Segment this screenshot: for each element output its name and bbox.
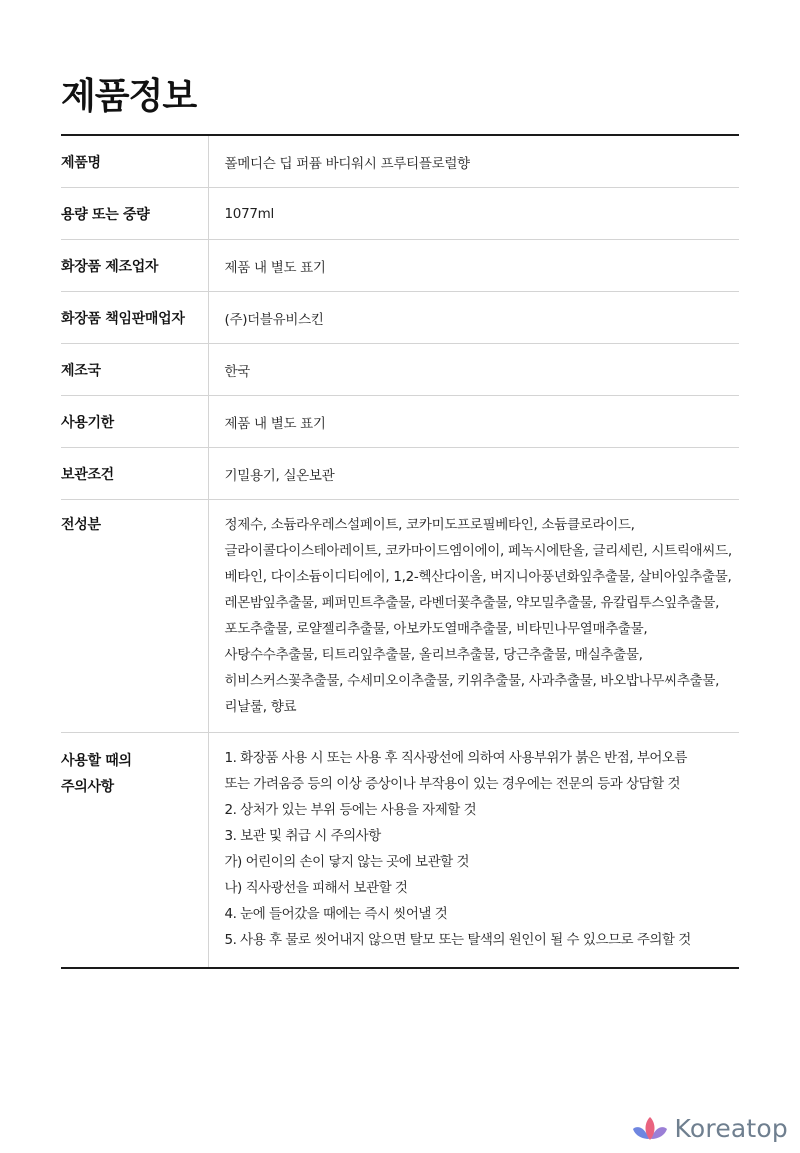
row-label: 보관조건 bbox=[61, 448, 208, 500]
caution-line: 3. 보관 및 취급 시 주의사항 bbox=[224, 828, 381, 844]
caution-line: 4. 눈에 들어갔을 때에는 즉시 씻어낼 것 bbox=[224, 906, 448, 922]
row-label: 전성분 bbox=[61, 500, 208, 733]
row-label: 화장품 제조업자 bbox=[61, 240, 208, 292]
row-label: 사용기한 bbox=[61, 396, 208, 448]
row-label: 용량 또는 중량 bbox=[61, 188, 208, 240]
caution-line: 나) 직사광선을 피해서 보관할 것 bbox=[224, 880, 408, 896]
table-row-product-name bbox=[61, 135, 739, 188]
row-value: 제품 내 별도 표기 bbox=[208, 396, 739, 448]
caution-line: 2. 상처가 있는 부위 등에는 사용을 자제할 것 bbox=[224, 802, 477, 818]
row-label: 제품명 bbox=[61, 135, 208, 188]
row-value: 한국 bbox=[208, 344, 739, 396]
brand-name: Koreatop bbox=[674, 1114, 788, 1143]
ingredients-text: 정제수, 소듐라우레스설페이트, 코카미도프로필베타인, 소듐클로라이드, 글라이콜다이스테아레이트, 코카마이드엠이에이, 페녹시에탄올, 글리세린, 시트릭애씨드, 베타인, 다이소듐이디티에이, 1,2-헥산다이올, 버지니아풍년화잎추출물, 살비아잎추출물, 레몬밤잎추출물, 페퍼민트추출물, 라벤더꽃추출물, 약모밀추출물, 유칼립투스잎추출물, 포도추출물, 로얄젤리추출물, 아보카도열매추출물, 비타민나무열매추출물, 사탕수수추출물, 티트리잎추출물, 올리브추출물, 당근추출물, 매실추출물, 히비스커스꽃추출물, 수세미오이추출물, 키위추출물, 사과추출물, 바오밥나무씨추출물, 리날룰, 향료 bbox=[224, 517, 732, 715]
row-label: 화장품 책임판매업자 bbox=[61, 292, 208, 344]
row-label bbox=[61, 733, 208, 969]
table-row-country bbox=[61, 344, 739, 396]
row-value bbox=[208, 500, 739, 733]
caution-line: 5. 사용 후 물로 씻어내지 않으면 탈모 또는 탈색의 원인이 될 수 있으므로 주의할 것 bbox=[224, 932, 691, 948]
row-value: 기밀용기, 실온보관 bbox=[208, 448, 739, 500]
table-row-volume bbox=[61, 188, 739, 240]
lotus-icon bbox=[631, 1115, 669, 1143]
caution-label-line: 주의사항 bbox=[61, 779, 114, 795]
table-row-manufacturer bbox=[61, 240, 739, 292]
row-value: 1077ml bbox=[208, 188, 739, 240]
table-row-ingredients bbox=[61, 500, 739, 733]
caution-line: 또는 가려움증 등의 이상 증상이나 부작용이 있는 경우에는 전문의 등과 상담할 것 bbox=[224, 776, 681, 792]
row-value: (주)더블유비스킨 bbox=[208, 292, 739, 344]
product-info-table bbox=[61, 134, 739, 969]
row-value: 폴메디슨 딥 퍼퓸 바디워시 프루티플로럴향 bbox=[208, 135, 739, 188]
table-row-storage bbox=[61, 448, 739, 500]
caution-line: 가) 어린이의 손이 닿지 않는 곳에 보관할 것 bbox=[224, 854, 470, 870]
row-value: 제품 내 별도 표기 bbox=[208, 240, 739, 292]
caution-label-line: 사용할 때의 bbox=[61, 753, 132, 769]
table-row-distributor bbox=[61, 292, 739, 344]
table-row-caution bbox=[61, 733, 739, 969]
table-row-expiry bbox=[61, 396, 739, 448]
row-value bbox=[208, 733, 739, 969]
caution-line: 1. 화장품 사용 시 또는 사용 후 직사광선에 의하여 사용부위가 붉은 반점, 부어오름 bbox=[224, 750, 687, 766]
row-label: 제조국 bbox=[61, 344, 208, 396]
page-title: 제품정보 bbox=[61, 76, 197, 117]
brand-watermark bbox=[631, 1114, 788, 1143]
